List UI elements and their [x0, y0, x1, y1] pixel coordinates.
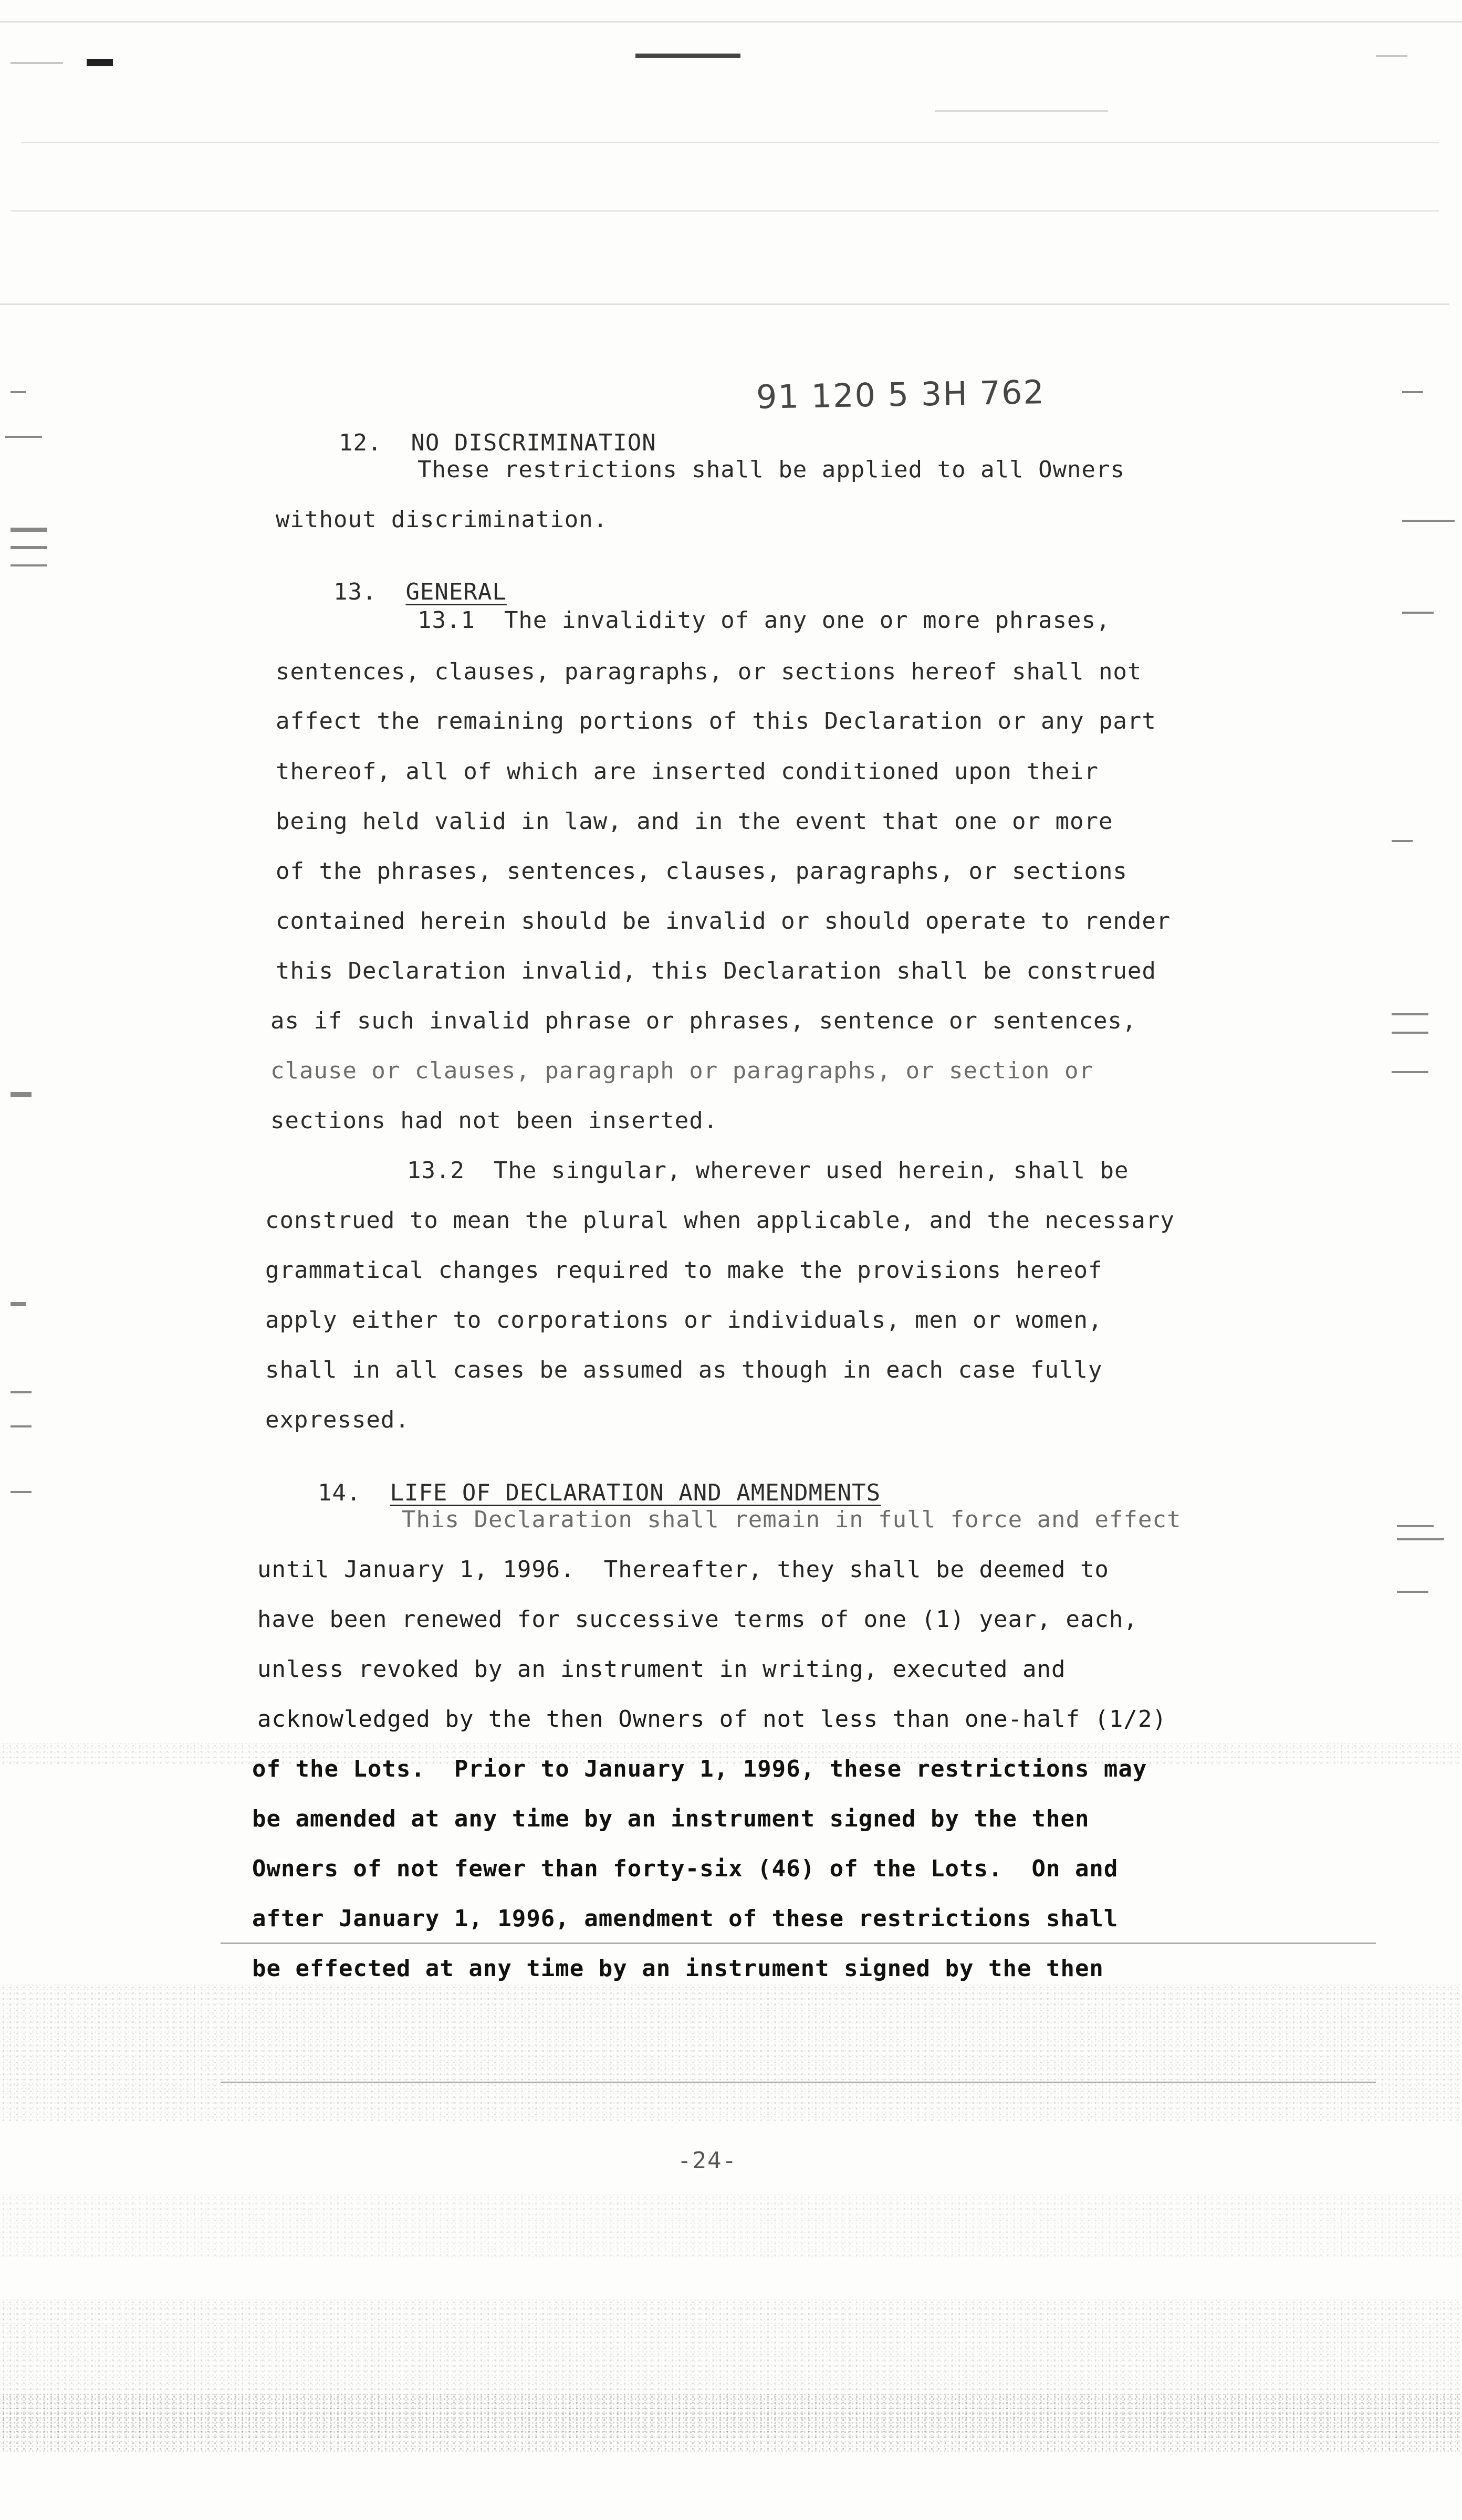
margin-mark: [11, 391, 26, 393]
body-line: shall in all cases be assumed as though in each case fully: [265, 1357, 1103, 1383]
body-line: This Declaration shall remain in full force and effect: [402, 1506, 1182, 1533]
body-line: These restrictions shall be applied to all Owners: [417, 456, 1125, 483]
margin-mark: [1392, 1032, 1428, 1034]
body-line: of the Lots. Prior to January 1, 1996, these restrictions may: [252, 1756, 1147, 1782]
margin-mark: [1397, 1591, 1428, 1593]
body-line: apply either to corporations or individuals, men or women,: [265, 1307, 1103, 1334]
section-title: NO DISCRIMINATION: [411, 429, 656, 456]
body-line: affect the remaining portions of this Declaration or any part: [276, 708, 1156, 734]
margin-mark: [11, 546, 47, 549]
scan-artifact: [11, 62, 63, 64]
body-line: 13.1 The invalidity of any one or more phrases,: [417, 607, 1111, 634]
scan-noise: [0, 1984, 1462, 2121]
margin-mark: [11, 1092, 32, 1097]
body-line: after January 1, 1996, amendment of these restrictions shall: [252, 1905, 1119, 1932]
scan-noise: [0, 2194, 1462, 2258]
body-line: until January 1, 1996. Thereafter, they shall be deemed to: [257, 1556, 1109, 1583]
margin-mark: [11, 1302, 26, 1306]
scan-artifact: [1376, 55, 1407, 57]
margin-mark: [1397, 1538, 1444, 1540]
body-line: being held valid in law, and in the event that one or more: [276, 808, 1113, 835]
body-line: Owners of not fewer than forty-six (46) of the Lots. On and: [252, 1855, 1119, 1882]
margin-mark: [11, 1491, 32, 1493]
body-line: be effected at any time by an instrument signed by the then: [252, 1955, 1104, 1982]
body-line: sections had not been inserted.: [270, 1107, 718, 1134]
margin-mark: [1397, 1525, 1434, 1527]
margin-mark: [1402, 520, 1455, 522]
section-title: GENERAL: [405, 579, 507, 605]
margin-mark: [1392, 1071, 1428, 1073]
body-line: clause or clauses, paragraph or paragraphs, or section or: [270, 1057, 1093, 1084]
body-line: this Declaration invalid, this Declaration shall be construed: [276, 958, 1156, 984]
body-line: unless revoked by an instrument in writing, executed and: [257, 1656, 1066, 1683]
section-title: LIFE OF DECLARATION AND AMENDMENTS: [390, 1479, 881, 1506]
body-line: of the phrases, sentences, clauses, paragraphs, or sections: [276, 858, 1127, 885]
margin-mark: [1392, 840, 1413, 842]
margin-mark: [1402, 612, 1434, 614]
section-number: 13.: [333, 579, 377, 605]
margin-mark: [11, 1391, 32, 1393]
scan-artifact: [21, 142, 1439, 143]
scan-artifact: [0, 21, 1462, 23]
scan-artifact: [87, 59, 113, 66]
margin-mark: [1402, 391, 1423, 393]
margin-mark: [11, 564, 47, 566]
body-line: without discrimination.: [276, 506, 608, 533]
body-line: contained herein should be invalid or should operate to render: [276, 908, 1171, 934]
body-line: 13.2 The singular, wherever used herein, shall be: [407, 1157, 1129, 1184]
section-number: 12.: [338, 429, 382, 456]
body-line: be amended at any time by an instrument signed by the then: [252, 1805, 1090, 1832]
margin-mark: [5, 436, 42, 438]
body-line: as if such invalid phrase or phrases, sentence or sentences,: [270, 1007, 1137, 1034]
scan-artifact-rule: [221, 1942, 1376, 1944]
body-line: construed to mean the plural when applicable, and the necessary: [265, 1207, 1175, 1234]
scan-artifact: [11, 210, 1439, 212]
scan-noise: [0, 2394, 1462, 2452]
body-line: have been renewed for successive terms of one (1) year, each,: [257, 1606, 1138, 1633]
scan-artifact: [0, 303, 1449, 305]
recording-number-stamp: 91 120 5 3H 762: [756, 373, 1046, 416]
scan-artifact: [635, 54, 740, 58]
body-line: expressed.: [265, 1406, 410, 1433]
margin-mark: [11, 1425, 32, 1427]
section-number: 14.: [317, 1479, 361, 1506]
margin-mark: [11, 528, 47, 532]
scan-artifact: [935, 110, 1108, 112]
page-number: -24-: [677, 2147, 737, 2174]
body-line: sentences, clauses, paragraphs, or sections hereof shall not: [276, 658, 1142, 685]
margin-mark: [1392, 1013, 1428, 1015]
body-line: acknowledged by the then Owners of not less than one-half (1/2): [257, 1706, 1167, 1732]
body-line: grammatical changes required to make the provisions hereof: [265, 1257, 1103, 1284]
body-line: thereof, all of which are inserted conditioned upon their: [276, 758, 1099, 785]
